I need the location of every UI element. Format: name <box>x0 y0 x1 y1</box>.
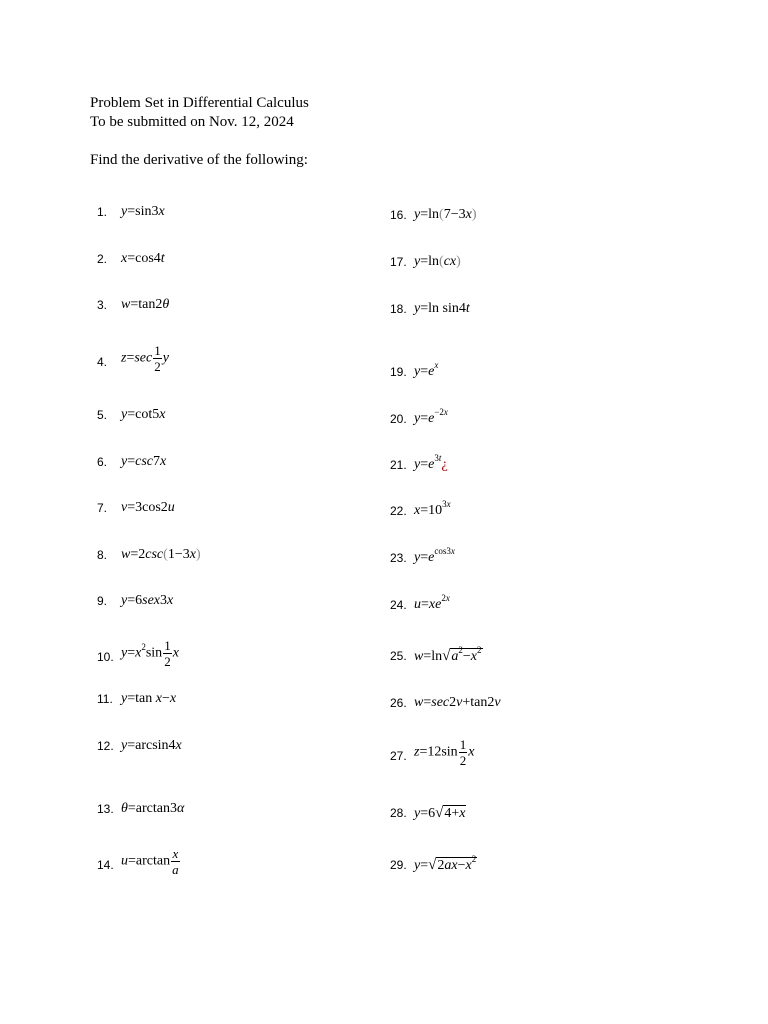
problem-number: 16. <box>390 208 407 222</box>
problem-number: 29. <box>390 858 407 872</box>
problem-number: 10. <box>97 650 114 664</box>
instruction-text: Find the derivative of the following: <box>90 152 308 168</box>
problem-number: 28. <box>390 806 407 820</box>
problem-expression: θ=arctan3α <box>121 801 185 816</box>
problem-expression: w=tan2θ <box>121 297 170 312</box>
problem-number: 26. <box>390 696 407 710</box>
problem-number: 6. <box>97 455 108 469</box>
problem-expression: w=sec2v+tan2v <box>414 695 501 710</box>
problem-number: 8. <box>97 548 108 562</box>
problem-expression: $y=√2ax-x^2$ <box>414 854 477 873</box>
problem-expression: $y=e^x$ <box>414 360 439 379</box>
problem-expression: y=arcsin4x <box>121 738 182 753</box>
problem-expression: y=tan x−x <box>121 691 177 706</box>
problem-number: 4. <box>97 355 108 369</box>
problem-expression: $y=x^2\sin$ $\frac{1}{2}$ x <box>121 638 179 669</box>
problem-number: 11. <box>97 692 113 706</box>
problem-expression: u=arctan $\frac{x}{a}$ <box>121 846 179 877</box>
problem-expression: y=sin3x <box>121 204 165 219</box>
problem-expression: y=cot5x <box>121 407 166 422</box>
problem-expression: z=12sin $\frac{1}{2}$ x <box>414 737 475 768</box>
problem-expression: $u=xe^{2x}$ <box>414 593 450 612</box>
problem-number: 20. <box>390 412 407 426</box>
problem-number: 22. <box>390 504 407 518</box>
problem-number: 23. <box>390 551 407 565</box>
problem-number: 5. <box>97 408 108 422</box>
problem-expression: $y=e^{-2x}$ <box>414 407 448 426</box>
problem-number: 7. <box>97 501 108 515</box>
problem-number: 27. <box>390 749 407 763</box>
problem-expression: y=ln(cx) <box>414 254 461 269</box>
document-title: Problem Set in Differential Calculus <box>90 95 309 111</box>
problem-expression: $y=e^{3t}¿$ <box>414 453 448 472</box>
problem-number: 17. <box>390 255 407 269</box>
problem-number: 2. <box>97 252 108 266</box>
problem-expression: y=6sex3x <box>121 593 174 608</box>
problem-expression: x=cos4t <box>121 251 165 266</box>
problem-expression: $y=e^{cos3x}$ <box>414 546 455 565</box>
problem-number: 24. <box>390 598 407 612</box>
problem-expression: y=6√4+x <box>414 805 466 821</box>
problem-expression: v=3cos2u <box>121 500 175 515</box>
problem-expression: $w=\ln√a^2-x^2$ <box>414 645 482 664</box>
problem-number: 14. <box>97 858 114 872</box>
problem-number: 21. <box>390 458 407 472</box>
problem-expression: y=ln sin4t <box>414 301 470 316</box>
problem-number: 9. <box>97 594 108 608</box>
problem-number: 12. <box>97 739 114 753</box>
problem-expression: y=csc7x <box>121 454 167 469</box>
problem-expression: y=ln(7−3x) <box>414 207 477 222</box>
problem-number: 25. <box>390 649 407 663</box>
problem-number: 1. <box>97 205 108 219</box>
problem-expression: z=sec $\frac{1}{2}$ y <box>121 343 169 374</box>
problem-expression: w=2csc(1−3x) <box>121 547 201 562</box>
problem-number: 19. <box>390 365 407 379</box>
problem-number: 3. <box>97 298 108 312</box>
problem-expression: $x=10^{3x}$ <box>414 499 451 518</box>
problem-number: 18. <box>390 302 407 316</box>
submission-date: To be submitted on Nov. 12, 2024 <box>90 114 294 130</box>
problem-number: 13. <box>97 802 114 816</box>
